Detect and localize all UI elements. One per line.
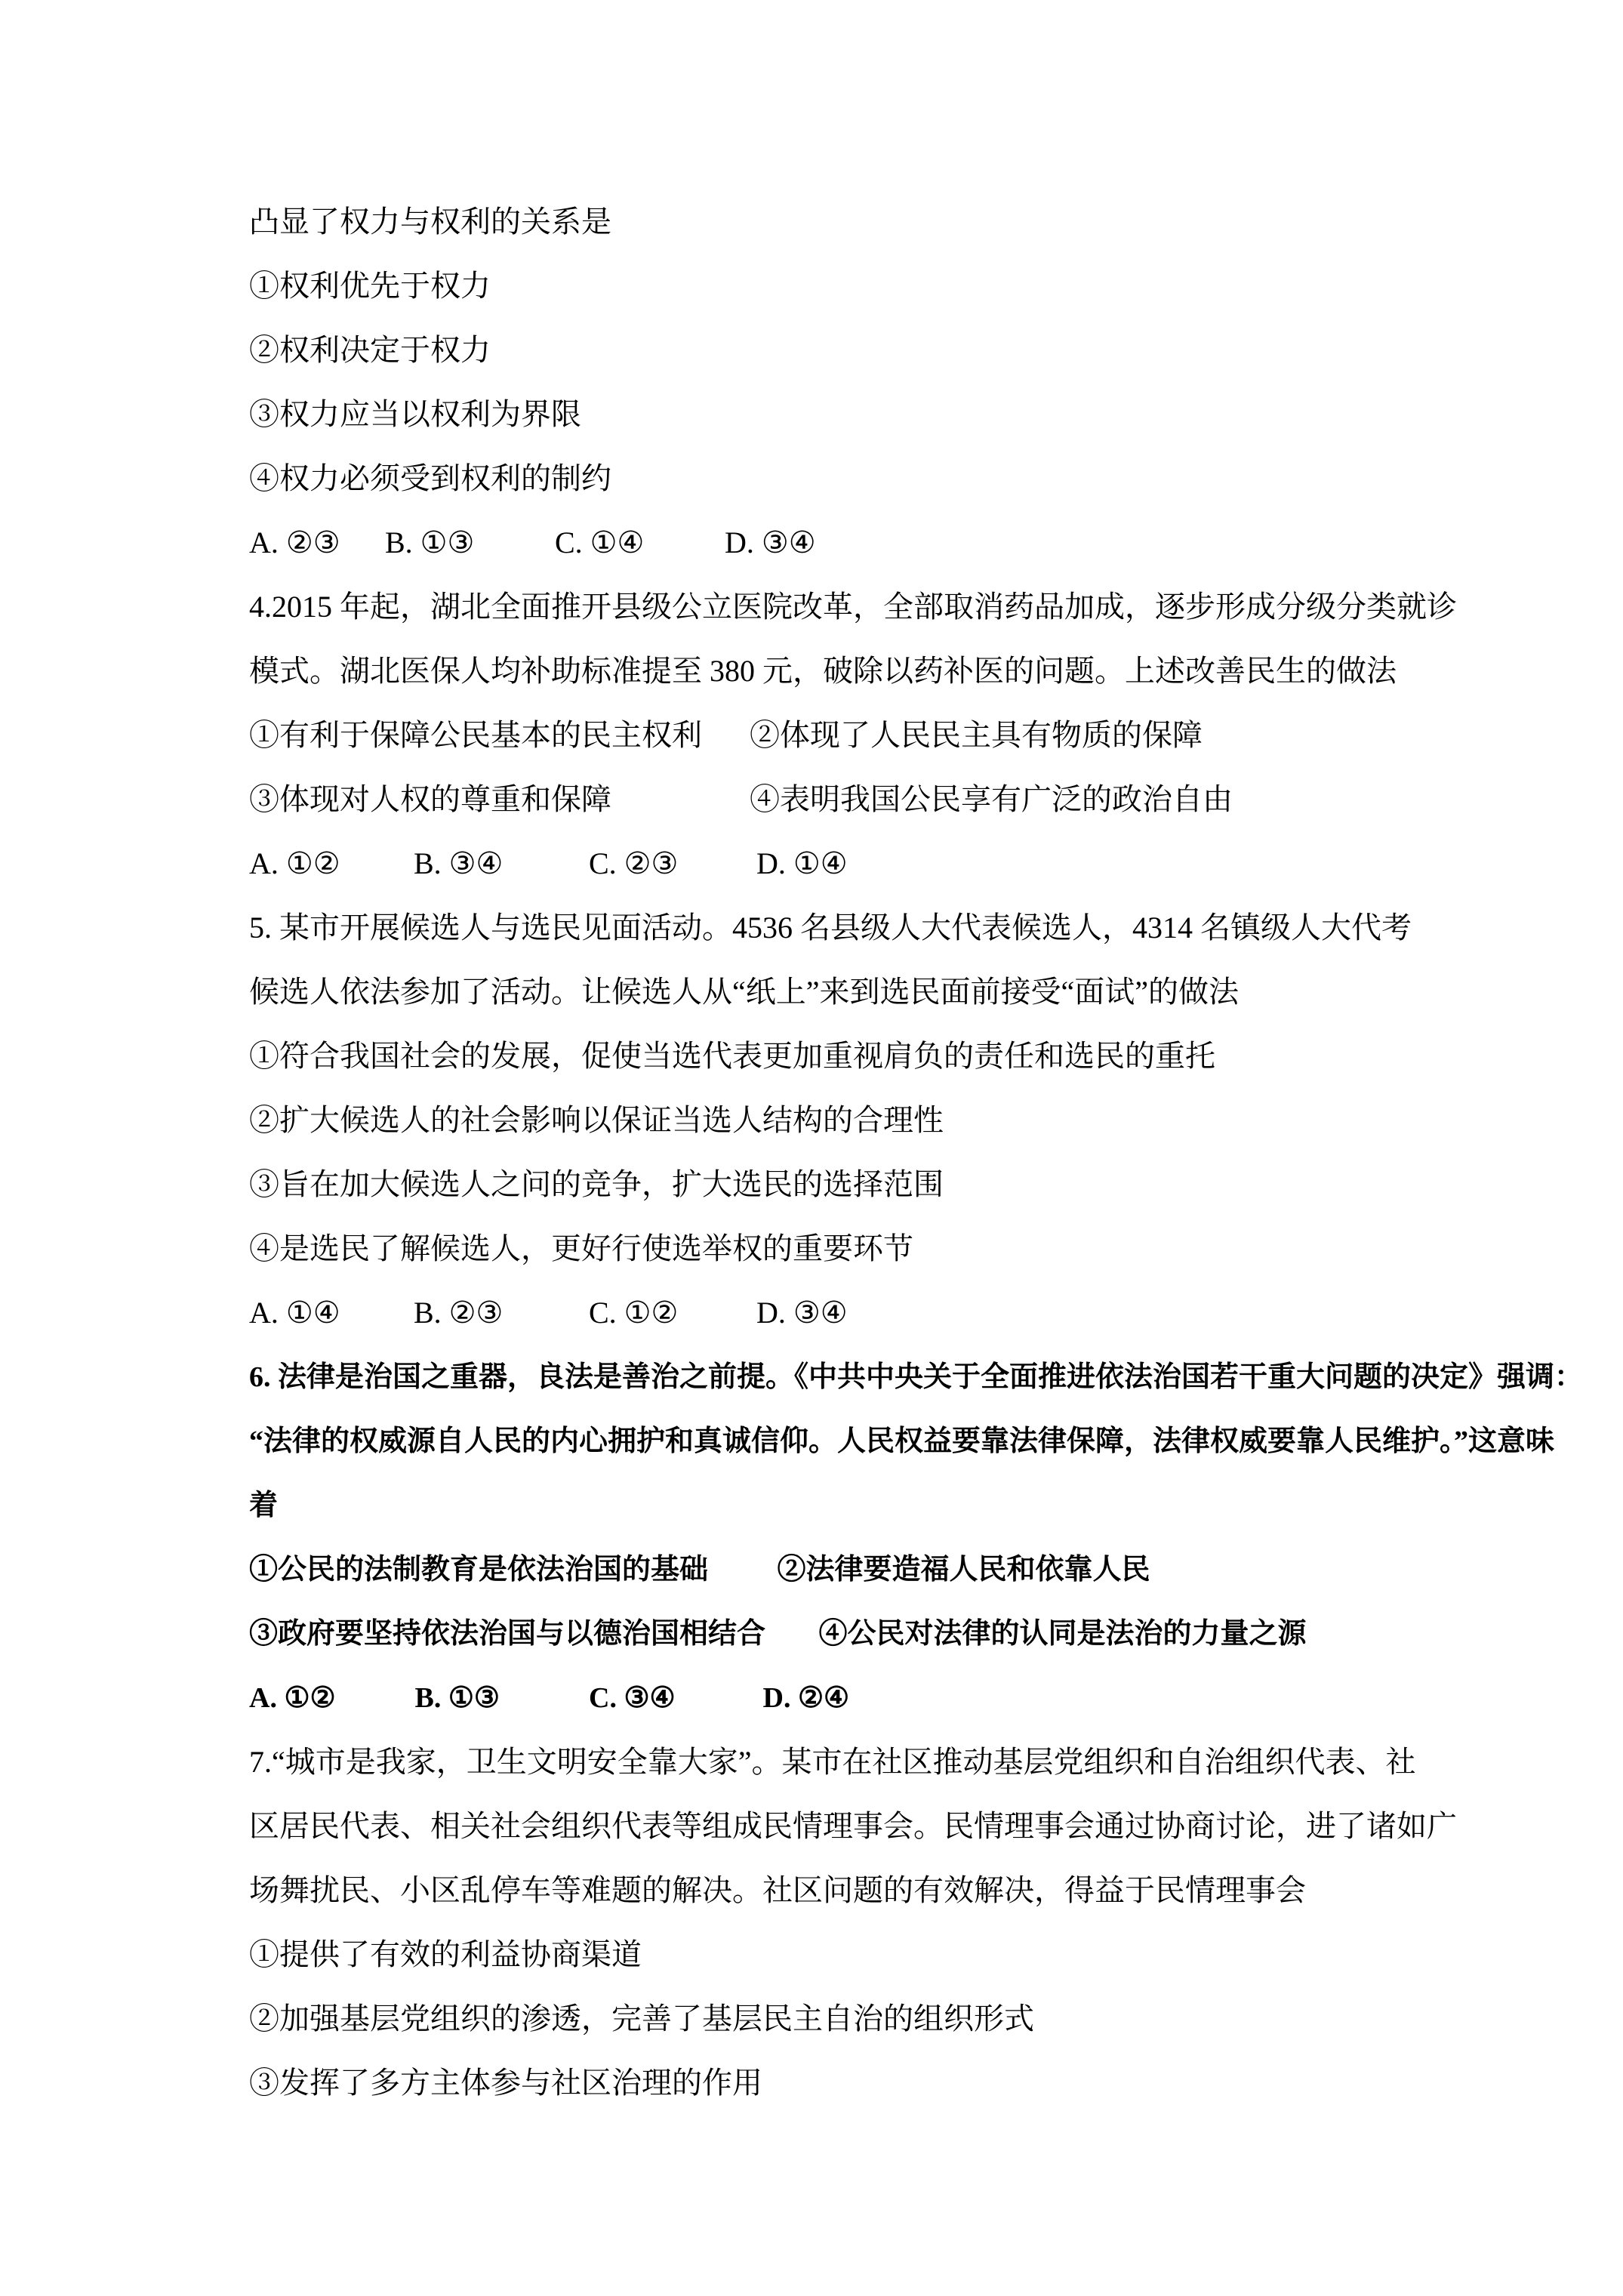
q6-items-row-2 (249, 1617, 1615, 1650)
q5-option-b: B. ②③ (414, 1296, 504, 1330)
q6-option-c: C. ③④ (589, 1682, 676, 1714)
q6-stem-line-1: 6. 法律是治国之重器，良法是善治之前提。《中共中央关于全面推进依法治国若干重大问题的决定》强调： (249, 1361, 1584, 1393)
q3-stem-continuation: 凸显了权力与权利的关系是 (249, 205, 611, 239)
q3-option-d: D. ③④ (725, 525, 816, 559)
q7-item-1: ①提供了有效的利益协商渠道 (249, 1937, 642, 1971)
q3-option-b: B. ①③ (385, 525, 475, 559)
q4-items-row-1 (249, 719, 1615, 752)
q5-option-a: A. ①④ (249, 1296, 340, 1330)
q5-stem-line-2: 候选人依法参加了活动。让候选人从“纸上”来到选民面前接受“面试”的做法 (249, 975, 1240, 1009)
q4-stem-line-2: 模式。湖北医保人均补助标准提至 380 元，破除以药补医的问题。上述改善民生的做法 (249, 654, 1397, 688)
q4-option-b: B. ③④ (414, 846, 504, 880)
q4-options-row (249, 847, 1615, 880)
q6-option-d: D. ②④ (762, 1682, 850, 1714)
q4-item-4: ④表明我国公民享有广泛的政治自由 (750, 782, 1233, 816)
q3-item-2: ②权利决定于权力 (249, 333, 491, 367)
q4-item-3: ③体现对人权的尊重和保障 (249, 782, 611, 816)
q5-options-row (249, 1296, 1615, 1330)
q3-item-1: ①权利优先于权力 (249, 269, 491, 303)
q3-item-3: ③权力应当以权利为界限 (249, 397, 581, 431)
q4-item-1: ①有利于保障公民基本的民主权利 (249, 718, 702, 752)
q5-item-2: ②扩大候选人的社会影响以保证当选人结构的合理性 (249, 1103, 944, 1137)
q3-options-row (249, 526, 1615, 559)
q6-option-b: B. ①③ (414, 1682, 500, 1714)
q7-item-3: ③发挥了多方主体参与社区治理的作用 (249, 2066, 762, 2100)
text-column (249, 205, 1615, 2131)
q4-item-2: ②体现了人民民主具有物质的保障 (750, 718, 1203, 752)
q6-options-row (249, 1681, 1615, 1715)
q7-stem-line-3: 场舞扰民、小区乱停车等难题的解决。社区问题的有效解决，得益于民情理事会 (249, 1873, 1306, 1907)
q3-option-c: C. ①④ (555, 525, 645, 559)
q6-items-row-1 (249, 1553, 1615, 1586)
q6-item-2: ②法律要造福人民和依靠人民 (777, 1554, 1150, 1586)
q6-item-4: ④公民对法律的认同是法治的力量之源 (818, 1618, 1307, 1650)
q4-stem-line-1: 4.2015 年起，湖北全面推开县级公立医院改革，全部取消药品加成，逐步形成分级分类就诊 (249, 590, 1457, 624)
q6-option-a: A. ①② (249, 1682, 336, 1714)
q6-item-3: ③政府要坚持依法治国与以德治国相结合 (249, 1618, 766, 1650)
q7-stem-line-2: 区居民代表、相关社会组织代表等组成民情理事会。民情理事会通过协商讨论，进了诸如广 (249, 1809, 1457, 1843)
q5-item-3: ③旨在加大候选人之问的竞争，扩大选民的选择范围 (249, 1167, 944, 1201)
q7-item-2: ②加强基层党组织的渗透，完善了基层民主自治的组织形式 (249, 2002, 1034, 2036)
q6-stem-line-2: “法律的权威源自人民的内心拥护和真诚信仰。人民权益要靠法律保障，法律权威要靠人民维护。”这意味 (249, 1425, 1555, 1457)
q6-stem-line-3: 着 (249, 1490, 279, 1521)
q4-option-d: D. ①④ (756, 846, 848, 880)
q3-item-4: ④权力必须受到权利的制约 (249, 461, 611, 495)
q5-item-1: ①符合我国社会的发展，促使当选代表更加重视肩负的责任和选民的重托 (249, 1039, 1215, 1073)
q4-items-row-2 (249, 783, 1615, 816)
q4-option-c: C. ②③ (589, 846, 679, 880)
q5-item-4: ④是选民了解候选人，更好行使选举权的重要环节 (249, 1231, 913, 1265)
q5-stem-line-1: 5. 某市开展候选人与选民见面活动。4536 名县级人大代表候选人，4314 名镇级人大代考 (249, 911, 1412, 945)
q4-option-a: A. ①② (249, 846, 340, 880)
q5-option-c: C. ①② (589, 1296, 679, 1330)
q7-stem-line-1: 7.“城市是我家，卫生文明安全靠大家”。某市在社区推动基层党组织和自治组织代表、社 (249, 1745, 1416, 1779)
q3-option-a: A. ②③ (249, 525, 340, 559)
q5-option-d: D. ③④ (756, 1296, 848, 1330)
q6-item-1: ①公民的法制教育是依法治国的基础 (249, 1554, 709, 1586)
